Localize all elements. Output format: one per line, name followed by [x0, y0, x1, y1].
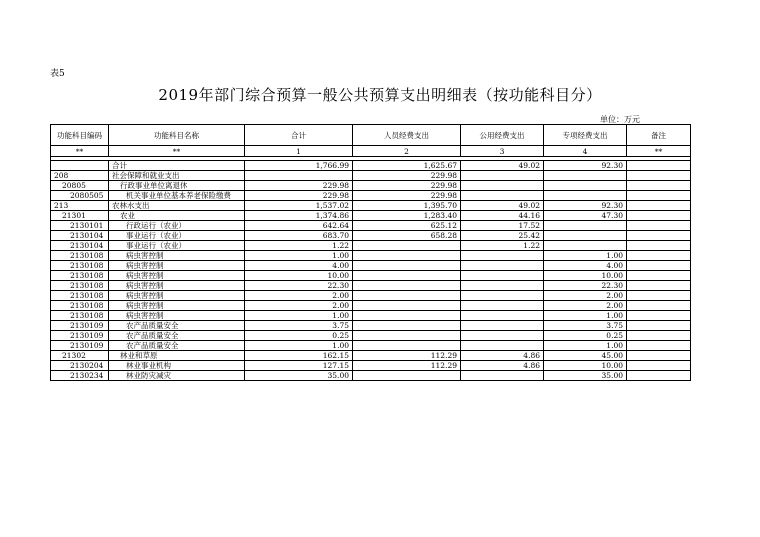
row-public: [461, 271, 544, 281]
row-public: [461, 171, 544, 181]
row-personnel: [353, 241, 461, 251]
row-personnel: 1,395.70: [353, 201, 461, 211]
row-code: 21301: [51, 211, 109, 221]
table-row: [51, 291, 691, 301]
row-name: 机关事业单位基本养老保险缴费: [109, 191, 245, 201]
column-code: 1: [245, 146, 353, 157]
row-special: [544, 241, 627, 251]
row-note: [627, 261, 691, 271]
page-title: 2019年部门综合预算一般公共预算支出明细表（按功能科目分）: [158, 86, 602, 104]
row-public: 1.22: [461, 241, 544, 251]
row-total: 162.15: [245, 351, 353, 361]
row-name: 林业事业机构: [109, 361, 245, 371]
row-public: [461, 321, 544, 331]
row-name: 病虫害控制: [109, 271, 245, 281]
row-total: 35.00: [245, 371, 353, 381]
row-code: 2130109: [51, 341, 109, 351]
budget-table: [50, 124, 691, 381]
row-code: 21302: [51, 351, 109, 361]
row-personnel: 229.98: [353, 191, 461, 201]
row-name: 农产品质量安全: [109, 321, 245, 331]
row-public: 25.42: [461, 231, 544, 241]
table-row: [51, 261, 691, 271]
unit-label: 单位：万元: [600, 115, 640, 124]
column-header: 功能科目名称: [109, 125, 245, 146]
row-total: 22.30: [245, 281, 353, 291]
row-special: 2.00: [544, 301, 627, 311]
column-code: 4: [544, 146, 627, 157]
row-personnel: 658.28: [353, 231, 461, 241]
row-total: 4.00: [245, 261, 353, 271]
column-header: 备注: [627, 125, 691, 146]
row-name: 农产品质量安全: [109, 341, 245, 351]
row-name: 社会保障和就业支出: [109, 171, 245, 181]
row-note: [627, 291, 691, 301]
row-public: [461, 301, 544, 311]
row-code: 2080505: [51, 191, 109, 201]
row-code: [51, 161, 109, 171]
row-special: 1.00: [544, 341, 627, 351]
row-special: 45.00: [544, 351, 627, 361]
table-row: [51, 161, 691, 171]
row-total: 2.00: [245, 301, 353, 311]
row-note: [627, 331, 691, 341]
row-public: 17.52: [461, 221, 544, 231]
row-note: [627, 231, 691, 241]
row-special: 4.00: [544, 261, 627, 271]
row-special: 1.00: [544, 311, 627, 321]
table-number: 表5: [50, 69, 65, 79]
row-name: 病虫害控制: [109, 251, 245, 261]
column-code: **: [51, 146, 109, 157]
row-name: 病虫害控制: [109, 301, 245, 311]
row-total: 229.98: [245, 191, 353, 201]
row-total: 229.98: [245, 181, 353, 191]
table-row: [51, 191, 691, 201]
table-row: [51, 341, 691, 351]
row-special: 2.00: [544, 291, 627, 301]
column-header: 公用经费支出: [461, 125, 544, 146]
row-special: 10.00: [544, 361, 627, 371]
row-note: [627, 171, 691, 181]
row-name: 病虫害控制: [109, 281, 245, 291]
column-code: **: [109, 146, 245, 157]
row-total: 1.22: [245, 241, 353, 251]
table-body: [51, 161, 691, 381]
table-row: [51, 281, 691, 291]
row-personnel: [353, 311, 461, 321]
row-name: 农产品质量安全: [109, 331, 245, 341]
table-row: [51, 181, 691, 191]
row-total: [245, 171, 353, 181]
row-note: [627, 201, 691, 211]
row-code: 2130108: [51, 271, 109, 281]
row-special: 0.25: [544, 331, 627, 341]
table-row: [51, 351, 691, 361]
table-row: [51, 301, 691, 311]
row-personnel: [353, 261, 461, 271]
table-row: [51, 311, 691, 321]
table-row: [51, 251, 691, 261]
row-total: 2.00: [245, 291, 353, 301]
row-total: 127.15: [245, 361, 353, 371]
row-note: [627, 181, 691, 191]
table-row: [51, 271, 691, 281]
row-personnel: 1,283.40: [353, 211, 461, 221]
row-note: [627, 371, 691, 381]
row-special: [544, 171, 627, 181]
row-name: 林业和草原: [109, 351, 245, 361]
row-total: 1.00: [245, 341, 353, 351]
row-code: 2130101: [51, 221, 109, 231]
row-personnel: [353, 251, 461, 261]
table-row: [51, 201, 691, 211]
row-personnel: 229.98: [353, 181, 461, 191]
row-name: 林业防灾减灾: [109, 371, 245, 381]
row-note: [627, 221, 691, 231]
row-special: 1.00: [544, 251, 627, 261]
row-special: 47.30: [544, 211, 627, 221]
column-code-row: [51, 146, 691, 157]
row-special: [544, 191, 627, 201]
row-public: [461, 311, 544, 321]
row-note: [627, 251, 691, 261]
row-note: [627, 161, 691, 171]
row-name: 农业: [109, 211, 245, 221]
row-total: 10.00: [245, 271, 353, 281]
row-note: [627, 301, 691, 311]
row-code: 2130108: [51, 311, 109, 321]
row-code: 2130108: [51, 291, 109, 301]
row-public: [461, 281, 544, 291]
row-public: [461, 331, 544, 341]
row-special: 35.00: [544, 371, 627, 381]
row-total: 642.64: [245, 221, 353, 231]
row-personnel: 1,625.67: [353, 161, 461, 171]
row-code: 2130104: [51, 231, 109, 241]
table-row: [51, 171, 691, 181]
table-row: [51, 231, 691, 241]
row-name: 病虫害控制: [109, 261, 245, 271]
row-public: 44.16: [461, 211, 544, 221]
row-total: 1.00: [245, 251, 353, 261]
row-total: 0.25: [245, 331, 353, 341]
row-total: 3.75: [245, 321, 353, 331]
row-code: 2130109: [51, 321, 109, 331]
row-public: 49.02: [461, 161, 544, 171]
row-name: 病虫害控制: [109, 311, 245, 321]
row-public: 4.86: [461, 351, 544, 361]
row-code: 2130108: [51, 261, 109, 271]
row-note: [627, 351, 691, 361]
column-header: 功能科目编码: [51, 125, 109, 146]
row-note: [627, 271, 691, 281]
row-public: 49.02: [461, 201, 544, 211]
row-name: 行政运行（农业）: [109, 221, 245, 231]
row-name: 事业运行（农业）: [109, 231, 245, 241]
row-total: 1,537.02: [245, 201, 353, 211]
row-note: [627, 211, 691, 221]
row-personnel: [353, 321, 461, 331]
row-special: 22.30: [544, 281, 627, 291]
row-public: [461, 371, 544, 381]
row-note: [627, 361, 691, 371]
column-code: **: [627, 146, 691, 157]
row-public: [461, 251, 544, 261]
table-row: [51, 361, 691, 371]
table-row: [51, 211, 691, 221]
row-code: 20805: [51, 181, 109, 191]
row-code: 2130104: [51, 241, 109, 251]
row-personnel: 112.29: [353, 361, 461, 371]
row-code: 2130108: [51, 301, 109, 311]
row-code: 2130108: [51, 251, 109, 261]
row-total: 683.70: [245, 231, 353, 241]
row-name: 农林水支出: [109, 201, 245, 211]
column-code: 2: [353, 146, 461, 157]
row-note: [627, 241, 691, 251]
row-name: 行政事业单位离退休: [109, 181, 245, 191]
row-public: [461, 191, 544, 201]
row-special: 10.00: [544, 271, 627, 281]
row-note: [627, 311, 691, 321]
row-note: [627, 191, 691, 201]
table-row: [51, 241, 691, 251]
row-personnel: 112.29: [353, 351, 461, 361]
row-code: 2130109: [51, 331, 109, 341]
row-personnel: 625.12: [353, 221, 461, 231]
row-code: 208: [51, 171, 109, 181]
row-note: [627, 281, 691, 291]
row-note: [627, 341, 691, 351]
row-name: 合计: [109, 161, 245, 171]
row-code: 2130108: [51, 281, 109, 291]
row-public: [461, 291, 544, 301]
row-personnel: 229.98: [353, 171, 461, 181]
table-row: [51, 321, 691, 331]
row-special: [544, 221, 627, 231]
row-special: 92.30: [544, 201, 627, 211]
row-name: 病虫害控制: [109, 291, 245, 301]
row-total: 1,766.99: [245, 161, 353, 171]
row-code: 2130204: [51, 361, 109, 371]
column-header: 人员经费支出: [353, 125, 461, 146]
row-code: 2130234: [51, 371, 109, 381]
row-public: [461, 261, 544, 271]
row-note: [627, 321, 691, 331]
row-public: 4.86: [461, 361, 544, 371]
row-total: 1,374.86: [245, 211, 353, 221]
row-total: 1.00: [245, 311, 353, 321]
row-special: [544, 231, 627, 241]
row-personnel: [353, 331, 461, 341]
column-header: 合计: [245, 125, 353, 146]
row-public: [461, 341, 544, 351]
row-personnel: [353, 271, 461, 281]
row-code: 213: [51, 201, 109, 211]
row-special: [544, 181, 627, 191]
row-special: 3.75: [544, 321, 627, 331]
table-row: [51, 221, 691, 231]
column-code: 3: [461, 146, 544, 157]
row-personnel: [353, 371, 461, 381]
row-personnel: [353, 281, 461, 291]
row-public: [461, 181, 544, 191]
row-name: 事业运行（农业）: [109, 241, 245, 251]
row-special: 92.30: [544, 161, 627, 171]
row-personnel: [353, 301, 461, 311]
table-row: [51, 331, 691, 341]
row-personnel: [353, 291, 461, 301]
header-row: [51, 125, 691, 146]
row-personnel: [353, 341, 461, 351]
table-row: [51, 371, 691, 381]
column-header: 专项经费支出: [544, 125, 627, 146]
